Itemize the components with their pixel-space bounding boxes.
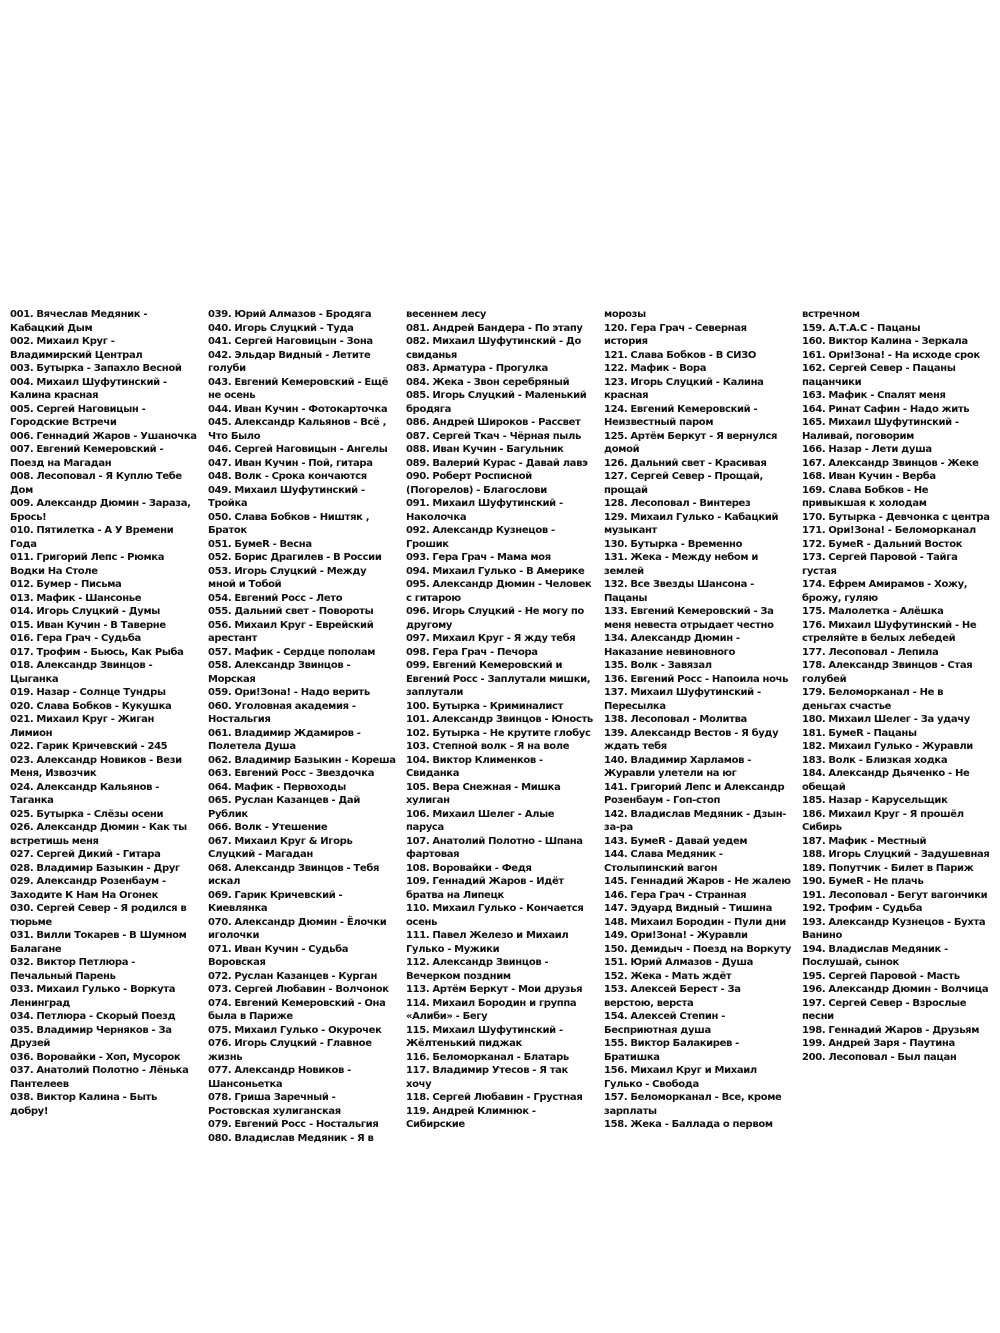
track-entry: 058. Александр Звинцов - Морская [208,660,351,685]
track-entry: 129. Михаил Гулько - Кабацкий музыкант [604,511,779,536]
track-entry: 183. Волк - Близкая ходка [802,754,948,766]
track-entry: 004. Михаил Шуфутинский - Калина красная [10,376,167,401]
track-entry: 157. Беломорканал - Все, кроме зарплаты [604,1092,782,1117]
track-entry: 029. Александр Розенбаум - Заходите К Нам На Огонек [10,876,166,901]
track-entry: 047. Иван Кучин - Пой, гитара [208,457,373,469]
track-entry: 170. Бутырка - Девчонка с центра [802,511,990,523]
track-entry: 187. Мафик - Местный [802,835,927,847]
track-entry: 138. Лесоповал - Молитва [604,714,747,725]
track-entry: 144. Слава Медяник - Столыпинский вагон [604,849,723,874]
track-entry: 064. Мафик - Первоходы [208,781,346,793]
track-entry: 181. БумеR - Пацаны [802,727,917,739]
track-entry: 190. БумеR - Не плачь [802,876,924,887]
track-column-5 [802,308,990,1063]
track-entry: 056. Михаил Круг - Еврейский арестант [208,619,374,644]
track-entry: 035. Владимир Черняков - За Друзей [10,1024,172,1049]
track-entry: 066. Волк - Утешение [208,822,328,833]
track-entry: 165. Михаил Шуфутинский - Наливай, поговорим [802,417,959,442]
track-entry: 030. Сергей Север - Я родился в тюрьме [10,903,187,928]
track-entry: 027. Сергей Дикий - Гитара [10,849,161,860]
track-entry: 143. БумеR - Давай уедем [604,835,748,847]
track-entry: 122. Мафик - Вора [604,363,707,374]
track-entry: 081. Андрей Бандера - По этапу [406,322,583,334]
track-entry: 094. Михаил Гулько - В Америке [406,565,585,577]
track-entry: 087. Сергей Ткач - Чёрная пыль [406,430,581,442]
track-entry: 140. Владимир Харламов - Журавли улетели на юг [604,754,752,779]
track-entry: 055. Дальний свет - Повороты [208,606,374,617]
track-entry: 106. Михаил Шелег - Алые паруса [406,808,555,833]
track-entry: 068. Александр Звинцов - Тебя искал [208,862,380,887]
track-entry: 023. Александр Новиков - Вези Меня, Извозчик [10,754,182,779]
track-entry: 188. Игорь Слуцкий - Задушевная [802,849,990,860]
track-entry: 034. Петлюра - Скорый Поезд [10,1011,176,1022]
track-entry: 167. Александр Звинцов - Жеке [802,457,979,469]
track-entry: 062. Владимир Базыкин - Кореша [208,754,396,766]
track-entry: 198. Геннадий Жаров - Друзьям [802,1024,980,1036]
track-column-3 [406,308,594,1130]
track-entry: 103. Степной волк - Я на воле [406,741,570,752]
track-entry: 089. Валерий Курас - Давай лавэ [406,457,588,469]
track-entry: 032. Виктор Петлюра - Печальный Парень [10,957,136,982]
track-entry: 172. БумеR - Дальний Восток [802,538,963,550]
track-entry: 196. Александр Дюмин - Волчица [802,984,989,995]
track-entry: 065. Руслан Казанцев - Дай Рублик [208,795,360,820]
track-entry: 043. Евгений Кемеровский - Ещё не осень [208,376,389,401]
track-entry: 085. Игорь Слуцкий - Маленький бродяга [406,390,587,415]
track-entry: 192. Трофим - Судьба [802,903,923,914]
track-entry: 053. Игорь Слуцкий - Между мной и Тобой [208,565,367,590]
track-entry: 022. Гарик Кричевский - 245 [10,741,168,752]
track-entry: 010. Пятилетка - А У Времени Года [10,525,174,550]
track-entry: 046. Сергей Наговицын - Ангелы [208,444,388,455]
track-entry: 145. Геннадий Жаров - Не жалею [604,876,791,887]
track-entry: 152. Жека - Мать ждёт [604,970,732,982]
track-entry: 024. Александр Кальянов - Таганка [10,781,160,806]
track-entry: 040. Игорь Слуцкий - Туда [208,322,354,334]
track-entry: 079. Евгений Росс - Ностальгия [208,1119,379,1130]
track-entry: встречном [802,309,860,320]
track-entry: 112. Александр Звинцов - Вечерком поздним [406,957,549,982]
track-entry: 176. Михаил Шуфутинский - Не стреляйте в белых лебедей [802,619,977,644]
track-entry: 128. Лесоповал - Винтерез [604,498,751,509]
track-entry: 052. Борис Драгилев - В России [208,552,382,563]
track-entry: 136. Евгений Росс - Напоила ночь [604,673,789,685]
track-entry: 009. Александр Дюмин - Зараза, Брось! [10,498,191,523]
track-entry: 044. Иван Кучин - Фотокарточка [208,403,388,415]
track-entry: 113. Артём Беркут - Мои друзья [406,984,583,995]
track-entry: 038. Виктор Калина - Быть добру! [10,1092,157,1117]
track-entry: 169. Слава Бобков - Не привыкшая к холодам [802,484,929,509]
track-entry: 175. Малолетка - Алёшка [802,606,944,617]
track-entry: 082. Михаил Шуфутинский - До свиданья [406,336,581,361]
track-entry: 171. Ори!Зона! - Беломорканал [802,525,976,536]
track-entry: 083. Арматура - Прогулка [406,363,548,374]
track-entry: 154. Алексей Степин - Бесприютная душа [604,1011,726,1036]
track-entry: 150. Демидыч - Поезд на Воркуту [604,943,792,955]
track-entry: 069. Гарик Кричевский - Киевлянка [208,889,343,914]
track-entry: 002. Михаил Круг - Владимирский Централ [10,336,143,361]
track-entry: 063. Евгений Росс - Звездочка [208,768,375,779]
track-entry: 067. Михаил Круг & Игорь Слуцкий - Магадан [208,835,353,860]
track-entry: 074. Евгений Кемеровский - Она была в Париже [208,997,386,1022]
track-entry: 014. Игорь Слуцкий - Думы [10,606,160,617]
track-entry: 110. Михаил Гулько - Кончается осень [406,903,584,928]
track-list [10,308,992,1144]
track-entry: 041. Сергей Наговицын - Зона [208,336,373,347]
track-entry: 155. Виктор Балакирев - Братишка [604,1038,739,1063]
track-entry: 123. Игорь Слуцкий - Калина красная [604,376,764,401]
track-entry: 097. Михаил Круг - Я жду тебя [406,633,576,644]
track-entry: 162. Сергей Север - Пацаны пацанчики [802,363,956,388]
track-entry: 156. Михаил Круг и Михаил Гулько - Свобода [604,1065,757,1090]
track-entry: 105. Вера Снежная - Мишка хулиган [406,781,561,806]
track-entry: 118. Сергей Любавин - Грустная [406,1092,583,1103]
track-entry: 166. Назар - Лети душа [802,444,932,455]
track-column-2 [208,308,396,1144]
track-entry: 015. Иван Кучин - В Таверне [10,619,166,631]
track-entry: 131. Жека - Между небом и землей [604,552,759,577]
track-entry: 011. Григорий Лепс - Рюмка Водки На Столе [10,552,165,577]
track-entry: 120. Гера Грач - Северная история [604,322,747,347]
track-entry: 020. Слава Бобков - Кукушка [10,700,172,712]
track-entry: 195. Сергей Паровой - Масть [802,970,960,982]
track-entry: 045. Александр Кальянов - Всё , Что Было [208,417,387,442]
track-entry: 149. Ори!Зона! - Журавли [604,930,748,941]
track-entry: 151. Юрий Алмазов - Душа [604,957,754,968]
track-entry: 028. Владимир Базыкин - Друг [10,862,180,874]
track-entry: 100. Бутырка - Криминалист [406,700,564,712]
track-entry: 018. Александр Звинцов - Цыганка [10,660,153,685]
track-entry: 080. Владислав Медяник - Я в [208,1132,374,1144]
track-entry: 180. Михаил Шелег - За удачу [802,714,970,725]
track-entry: 078. Гриша Заречный - Ростовская хулиганская [208,1092,341,1117]
track-entry: 134. Александр Дюмин - Наказание невиновного [604,633,740,658]
track-entry: 005. Сергей Наговицын - Городские Встречи [10,403,146,428]
track-entry: 199. Андрей Заря - Паутина [802,1038,955,1049]
track-entry: 012. Бумер - Письма [10,579,122,590]
track-entry: весеннем лесу [406,309,487,320]
track-entry: 139. Александр Вестов - Я буду ждать тебя [604,727,779,752]
track-entry: 073. Сергей Любавин - Волчонок [208,984,389,995]
track-entry: 161. Ори!Зона! - На исходе срок [802,349,980,361]
track-entry: 054. Евгений Росс - Лето [208,592,343,604]
track-entry: 006. Геннадий Жаров - Ушаночка [10,430,197,442]
track-entry: 092. Александр Кузнецов - Грошик [406,525,555,550]
track-entry: 049. Михаил Шуфутинский - Тройка [208,484,365,509]
track-entry: 182. Михаил Гулько - Журавли [802,741,973,752]
track-entry: 189. Попутчик - Билет в Париж [802,862,974,874]
track-entry: 159. А.Т.А.С - Пацаны [802,322,921,334]
track-entry: 115. Михаил Шуфутинский - Жёлтенький пиджак [406,1024,563,1049]
track-entry: 193. Александр Кузнецов - Бухта Ванино [802,916,986,941]
track-entry: 025. Бутырка - Слёзы осени [10,808,164,820]
track-entry: 071. Иван Кучин - Судьба Воровская [208,943,349,968]
track-entry: 158. Жека - Баллада о первом [604,1119,773,1130]
track-entry: 098. Гера Грач - Печора [406,646,538,658]
track-entry: 037. Анатолий Полотно - Лёнька Пантелеев [10,1065,189,1090]
track-entry: 133. Евгений Кемеровский - За меня невеста отрыдает честно [604,606,774,631]
track-entry: 184. Александр Дьяченко - Не обещай [802,768,970,793]
track-entry: 119. Андрей Климнюк - Сибирские [406,1105,536,1130]
track-entry: 163. Мафик - Спалят меня [802,390,946,401]
track-entry: 019. Назар - Солнце Тундры [10,687,166,698]
track-entry: 070. Александр Дюмин - Ёлочки иголочки [208,916,387,941]
track-entry: 177. Лесоповал - Лепила [802,646,939,658]
track-entry: 008. Лесоповал - Я Куплю Тебе Дом [10,471,182,496]
track-entry: 093. Гера Грач - Мама моя [406,552,551,563]
track-entry: 124. Евгений Кемеровский - Неизвестный паром [604,403,758,428]
track-entry: 109. Геннадий Жаров - Идёт братва на Липецк [406,876,564,901]
track-entry: 137. Михаил Шуфутинский - Пересылка [604,687,761,712]
track-column-1 [10,308,198,1117]
track-entry: 050. Слава Бобков - Ништяк , Браток [208,511,370,536]
track-entry: 116. Беломорканал - Блатарь [406,1051,569,1063]
track-entry: 102. Бутырка - Не крутите глобус [406,727,591,739]
track-entry: 099. Евгений Кемеровский и Евгений Росс - Заплутали мишки, заплутали [406,660,591,698]
track-entry: 001. Вячеслав Медяник - Кабацкий Дым [10,309,148,334]
track-entry: 186. Михаил Круг - Я прошёл Сибирь [802,808,964,833]
track-entry: 096. Игорь Слуцкий - Не могу по другому [406,606,584,631]
track-entry: 160. Виктор Калина - Зеркала [802,336,968,347]
track-entry: 130. Бутырка - Временно [604,538,743,550]
track-entry: 135. Волк - Завязал [604,660,712,671]
track-entry: 061. Владимир Ждамиров - Полетела Душа [208,727,361,752]
track-entry: 125. Артём Беркут - Я вернулся домой [604,430,778,455]
track-entry: 126. Дальний свет - Красивая [604,457,767,469]
track-entry: 141. Григорий Лепс и Александр Розенбаум - Гоп-стоп [604,781,785,806]
track-entry: 042. Эльдар Видный - Летите голуби [208,349,371,374]
track-entry: 107. Анатолий Полотно - Шпана фартовая [406,835,583,860]
track-entry: 168. Иван Кучин - Верба [802,471,936,482]
track-entry: 021. Михаил Круг - Жиган Лимион [10,714,155,739]
track-entry: 147. Эдуард Видный - Тишина [604,903,772,914]
track-entry: 197. Сергей Север - Взрослые песни [802,997,967,1022]
track-entry: 033. Михаил Гулько - Воркута Ленинград [10,984,176,1009]
track-entry: 178. Александр Звинцов - Стая голубей [802,660,973,685]
track-entry: 146. Гера Грач - Странная [604,889,747,901]
track-entry: 057. Мафик - Сердце пополам [208,646,376,658]
track-entry: 077. Александр Новиков - Шансоньетка [208,1065,351,1090]
track-entry: 200. Лесоповал - Был пацан [802,1051,957,1063]
track-entry: 111. Павел Железо и Михаил Гулько - Мужики [406,930,569,955]
track-entry: 117. Владимир Утесов - Я так хочу [406,1065,568,1090]
track-entry: 194. Владислав Медяник - Послушай, сынок [802,943,948,968]
track-entry: 127. Сергей Север - Прощай, прощай [604,471,763,496]
track-entry: 076. Игорь Слуцкий - Главное жизнь [208,1038,372,1063]
track-entry: 121. Слава Бобков - В СИЗО [604,349,757,361]
track-entry: 086. Андрей Широков - Рассвет [406,417,581,428]
track-entry: 114. Михаил Бородин и группа «Алиби» - Бегу [406,997,577,1022]
track-entry: 048. Волк - Срока кончаются [208,471,367,482]
track-entry: 016. Гера Грач - Судьба [10,633,141,644]
track-entry: 075. Михаил Гулько - Окурочек [208,1024,382,1036]
track-entry: 101. Александр Звинцов - Юность [406,714,593,725]
track-entry: 072. Руслан Казанцев - Курган [208,970,378,982]
track-entry: 091. Михаил Шуфутинский - Наколочка [406,498,563,523]
track-entry: 090. Роберт Росписной (Погорелов) - Благослови [406,471,547,496]
track-entry: 142. Владислав Медяник - Дзын-за-ра [604,808,787,833]
track-entry: 095. Александр Дюмин - Человек с гитарою [406,579,592,604]
track-entry: 036. Воровайки - Хоп, Мусорок [10,1051,181,1063]
track-entry: 191. Лесоповал - Бегут вагончики [802,889,988,901]
track-entry: 153. Алексей Берест - За верстою, верста [604,984,741,1009]
track-entry: 031. Вилли Токарев - В Шумном Балагане [10,930,187,955]
track-entry: 003. Бутырка - Запахло Весной [10,363,182,374]
track-entry: 174. Ефрем Амирамов - Хожу, брожу, гуляю [802,579,968,604]
track-entry: 179. Беломорканал - Не в деньгах счастье [802,687,944,712]
track-entry: 060. Уголовная академия - Ностальгия [208,700,356,725]
track-entry: 148. Михаил Бородин - Пули дни [604,916,786,928]
track-entry: 039. Юрий Алмазов - Бродяга [208,309,372,320]
track-entry: 164. Ринат Сафин - Надо жить [802,403,970,415]
track-entry: 088. Иван Кучин - Багульник [406,444,564,455]
track-entry: 051. БумеR - Весна [208,538,312,550]
track-entry: 104. Виктор Клименков - Свиданка [406,754,543,779]
track-entry: морозы [604,309,646,320]
track-column-4 [604,308,792,1130]
track-entry: 059. Ори!Зона! - Надо верить [208,687,370,698]
track-entry: 013. Мафик - Шансонье [10,592,142,604]
track-entry: 084. Жека - Звон серебряный [406,376,570,388]
track-entry: 007. Евгений Кемеровский - Поезд на Магадан [10,444,164,469]
track-entry: 026. Александр Дюмин - Как ты встретишь меня [10,822,187,847]
track-entry: 173. Сергей Паровой - Тайга густая [802,552,958,577]
track-entry: 108. Воровайки - Федя [406,862,532,874]
track-entry: 132. Все Звезды Шансона - Пацаны [604,579,754,604]
track-entry: 185. Назар - Карусельщик [802,795,948,806]
track-entry: 017. Трофим - Бьюсь, Как Рыба [10,646,184,658]
